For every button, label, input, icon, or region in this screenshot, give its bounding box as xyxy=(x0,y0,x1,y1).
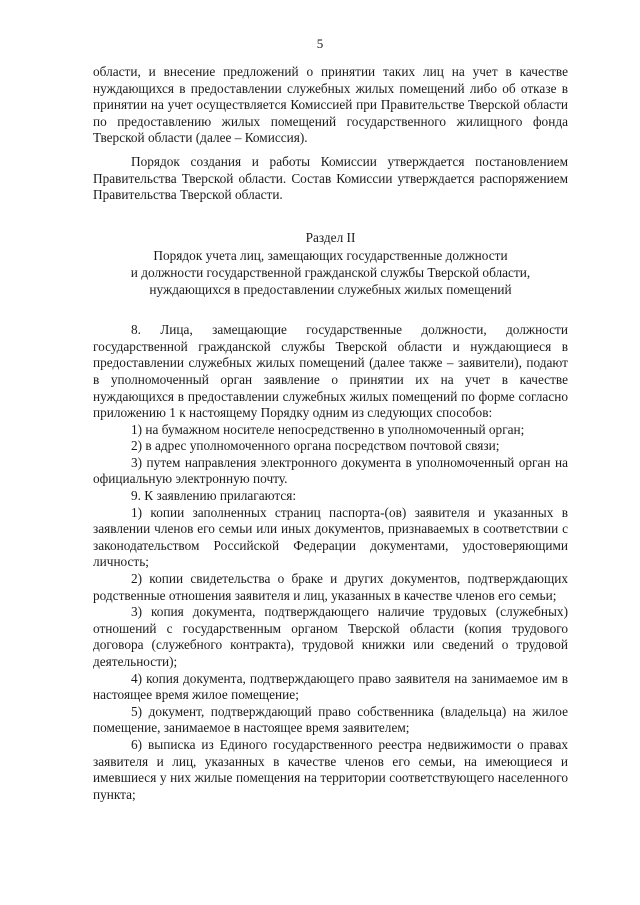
section-title-line: и должности государственной гражданской службы Тверской области, xyxy=(130,264,531,280)
section-title xyxy=(93,248,568,298)
paragraph: Порядок создания и работы Комиссии утверждается постановлением Правительства Тверской области. Состав Комиссии утверждается распоряжением Правительства Тверской области. xyxy=(93,153,568,203)
list-item: 6) выписка из Единого государственного реестра недвижимости о правах заявителя и лиц, указанных в качестве членов его семьи, на имеющиеся и имевшиеся у них жилые помещения на территории соответствующего населенного пункта; xyxy=(93,736,568,802)
list-item: 1) на бумажном носителе непосредственно в уполномоченный орган; xyxy=(131,421,525,437)
list-item: 4) копия документа, подтверждающего право заявителя на занимаемое им в настоящее время жилое помещение; xyxy=(93,670,568,703)
section-title-line: нуждающихся в предоставлении служебных жилых помещений xyxy=(149,281,512,297)
paragraph: 8. Лица, замещающие государственные должности, должности государственной гражданской службы Тверской области и нуждающиеся в предоставлении служебных жилых помещений (далее также – заявители), подают в уполномоченный орган заявление о принятии их на учет в качестве нуждающихся в предоставлении служебных жилых помещений по форме согласно приложению 1 к настоящему Порядку одним из следующих способов: xyxy=(93,322,568,421)
list-item: 3) путем направления электронного документа в уполномоченный орган на официальную электронную почту. xyxy=(93,454,568,487)
section-title-line: Порядок учета лиц, замещающих государственные должности xyxy=(153,248,508,264)
list-item: 2) в адрес уполномоченного органа посредством почтовой связи; xyxy=(131,438,500,454)
paragraph: области, и внесение предложений о принятии таких лиц на учет в качестве нуждающихся в предоставлении служебных жилых помещений либо об отказе в принятии на учет осуществляется Комиссией при Правительстве Тверской области по предоставлению жилых помещений государственного жилищного фонда Тверской области (далее – Комиссия). xyxy=(93,64,568,146)
section-heading: Раздел II xyxy=(305,229,356,245)
list-item: 1) копии заполненных страниц паспорта-(ов) заявителя и указанных в заявлении членов его семьи или иных документов, признаваемых в соответствии с законодательством Российской Федерации документами, удостоверяющими личность; xyxy=(93,504,568,570)
paragraph: 9. К заявлению прилагаются: xyxy=(131,488,297,504)
page-number: 5 xyxy=(316,36,324,51)
list-item: 2) копии свидетельства о браке и других документов, подтверждающих родственные отношения заявителя и лиц, указанных в качестве членов его семьи; xyxy=(93,571,568,603)
list-item: 5) документ, подтверждающий право собственника (владельца) на жилое помещение, занимаемое в настоящее время заявителем; xyxy=(93,703,568,736)
document-body xyxy=(93,64,568,803)
list-item: 3) копия документа, подтверждающего наличие трудовых (служебных) отношений с государственным органом Тверской области (копия трудового договора (служебного контракта), трудовой книжки или сведений о трудовой деятельности); xyxy=(93,604,568,669)
